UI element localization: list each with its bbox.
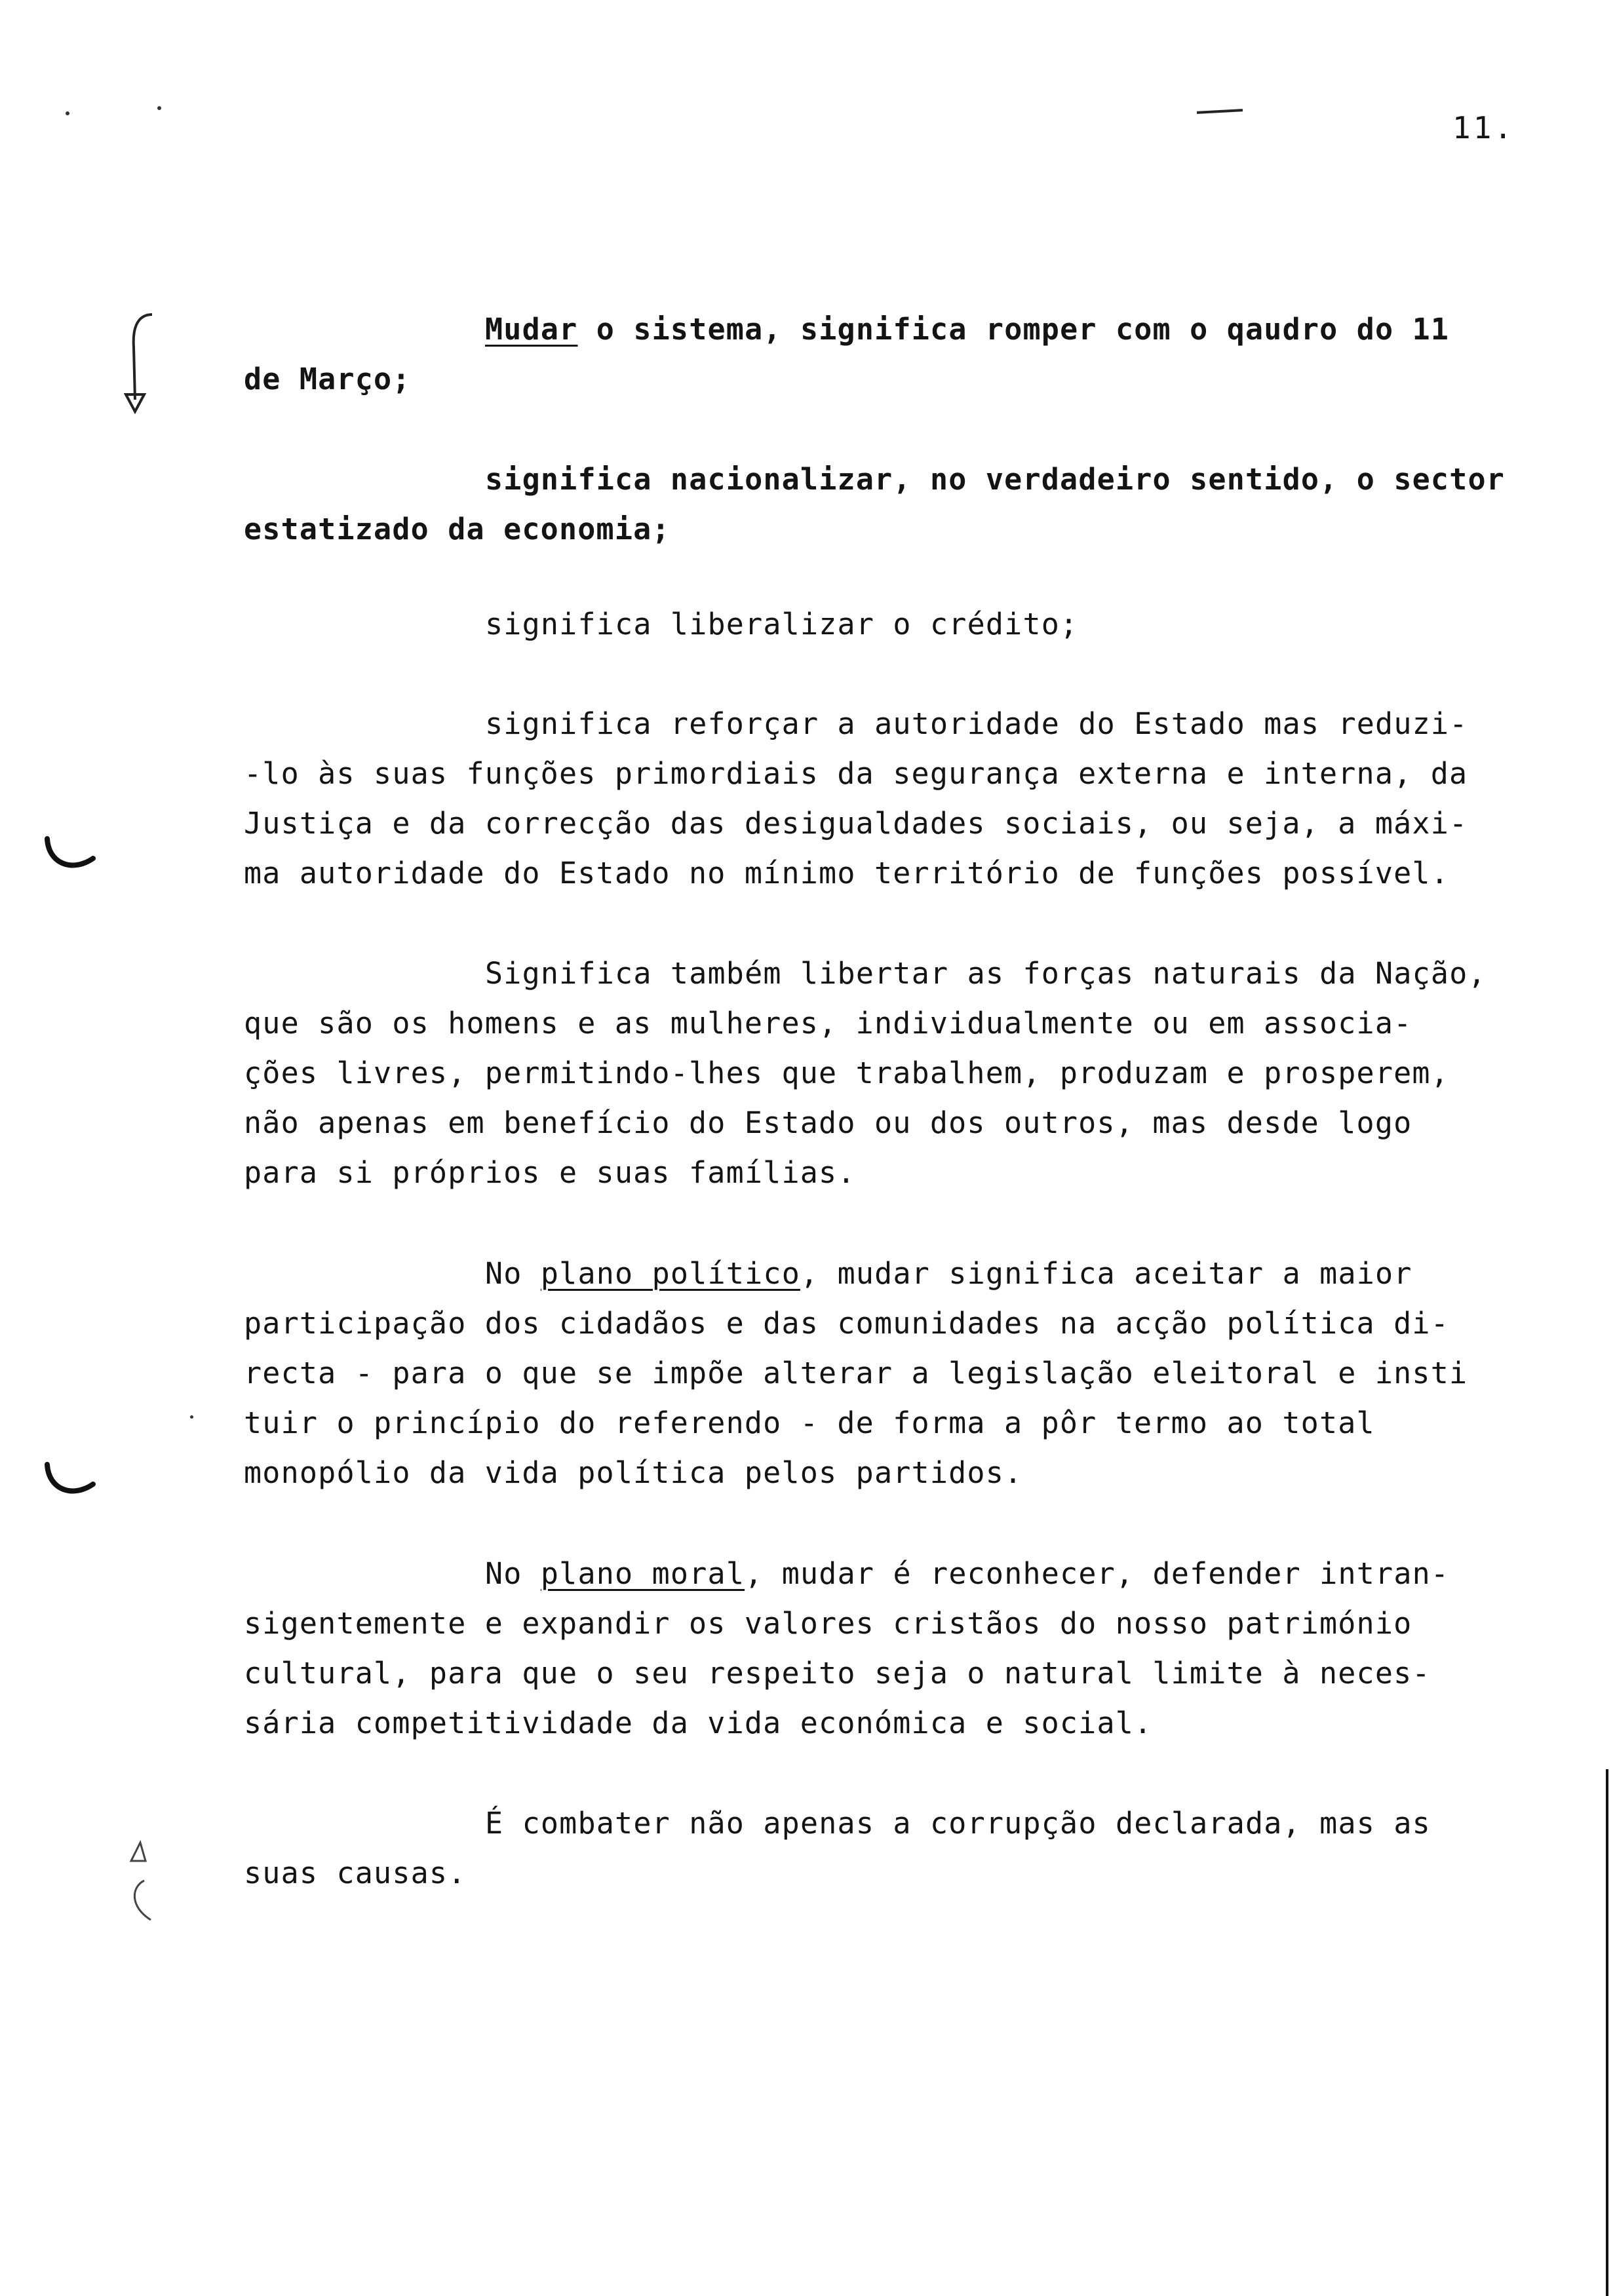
paragraph-8-line-2: suas causas. [244,1856,467,1890]
paragraph-4 [244,699,1548,898]
paragraph-5-line-4: não apenas em benefício do Estado ou dos outros, mas desde logo [244,1105,1412,1140]
paragraph-6-line-4: tuir o princípio do referendo - de forma a pôr termo ao total [244,1406,1375,1440]
scan-speck [66,111,69,115]
paragraph-8-line-1: É combater não apenas a corrupção declarada, mas as [485,1806,1431,1841]
paragraph-5 [244,949,1548,1198]
paragraph-7-line-2: sigentemente e expandir os valores cristãos do nosso património [244,1606,1412,1641]
line-text: , mudar é reconhecer, defender intran- [745,1556,1450,1591]
paragraph-2 [244,455,1548,554]
paragraph-1-line-1 [244,305,1548,354]
paragraph-2-line-2: estatizado da economia; [244,512,671,546]
line-text: No [485,1256,541,1291]
paragraph-5-line-5: para si próprios e suas famílias. [244,1155,856,1190]
scan-speck [157,106,161,110]
paragraph-4-line-2: -lo às suas funções primordiais da segurança externa e interna, da [244,756,1468,791]
paragraph-6 [244,1249,1548,1498]
underlined-word: Mudar [485,312,578,347]
page-number: 11. [1452,110,1515,145]
margin-check-mark [39,1458,98,1504]
paragraph-6-line-1 [244,1249,1548,1299]
paragraph-7-line-3: cultural, para que o seu respeito seja o natural limite à neces- [244,1656,1431,1691]
line-text: , mudar significa aceitar a maior [800,1256,1412,1291]
paragraph-6-line-3: recta - para o que se impõe alterar a legislação eleitoral e insti [244,1356,1468,1390]
scan-page-edge [1606,1769,1608,2296]
paragraph-5-line-3: ções livres, permitindo-lhes que trabalhem, produzam e prosperem, [244,1056,1449,1090]
paragraph-4-line-3: Justiça e da correcção das desigualdades sociais, ou seja, a máxi- [244,806,1468,841]
paragraph-2-line-1: significa nacionalizar, no verdadeiro sentido, o sector [485,462,1506,497]
line-text: o sistema, significa romper com o qaudro do 11 [577,312,1450,347]
margin-check-mark [39,832,98,878]
margin-pencil-mark [118,1835,170,1926]
underlined-phrase: plano moral [540,1556,745,1591]
paragraph-8 [244,1799,1548,1898]
scan-speck [190,1415,193,1419]
handwritten-dash-mark [1197,109,1243,114]
paragraph-4-line-4: ma autoridade do Estado no mínimo território de funções possível. [244,856,1449,890]
line-text: No [485,1556,541,1591]
margin-bracket-arrow-mark [118,308,170,419]
underlined-phrase: plano político [540,1256,800,1291]
paragraph-6-line-2: participação dos cidadãos e das comunidades na acção política di- [244,1306,1449,1341]
paragraph-7 [244,1549,1548,1748]
paragraph-3 [244,600,1548,649]
paragraph-7-line-4: sária competitividade da vida económica e social. [244,1706,1153,1740]
paragraph-1-line-2: de Março; [244,362,411,396]
paragraph-6-line-5: monopólio da vida política pelos partidos. [244,1455,1023,1490]
paragraph-7-line-1 [244,1549,1548,1599]
paragraph-5-line-1: Significa também libertar as forças naturais da Nação, [485,956,1487,991]
paragraph-5-line-2: que são os homens e as mulheres, individualmente ou em associa- [244,1006,1412,1041]
paragraph-4-line-1: significa reforçar a autoridade do Estado mas reduzi- [485,706,1468,741]
paragraph-1 [244,305,1548,404]
paragraph-3-line-1: significa liberalizar o crédito; [485,607,1079,641]
